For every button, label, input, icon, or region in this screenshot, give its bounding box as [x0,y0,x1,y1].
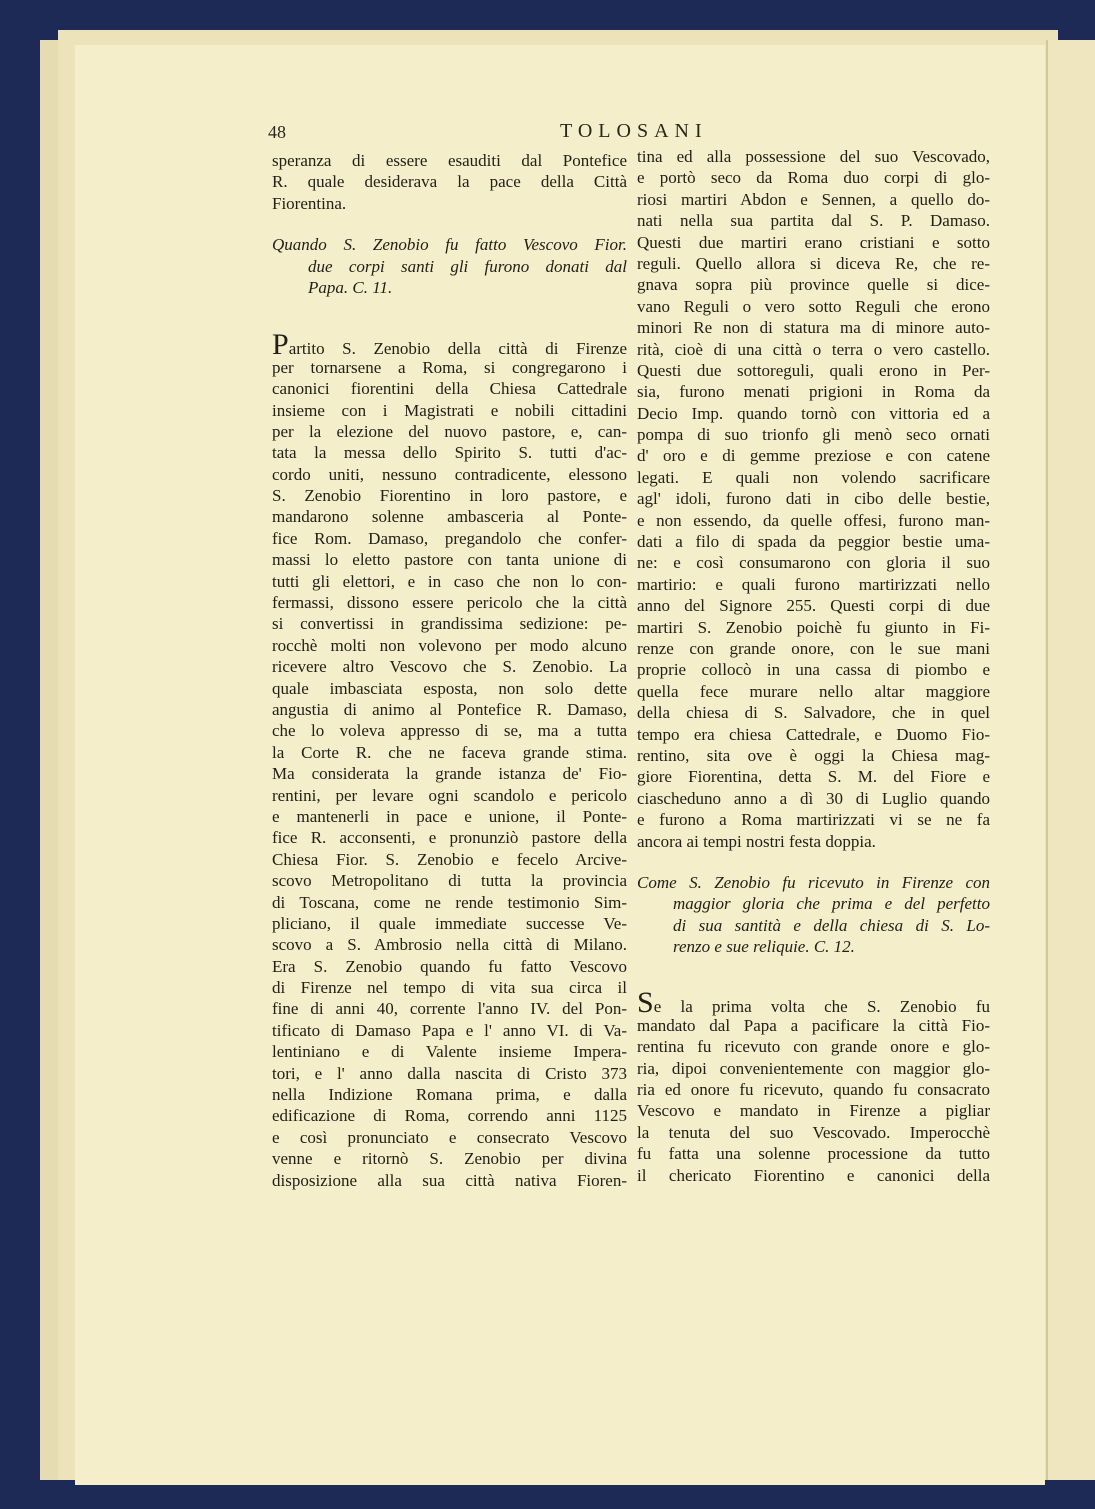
text-line: sia, furono menati prigioni in Roma da [637,382,990,402]
text-line: si convertissi in grandissima sedizione: pe- [272,614,627,634]
text-line: e non essendo, da quelle offesi, furono man- [637,510,990,530]
text-line: nella Indizione Romana prima, e dalla [272,1085,627,1105]
chapter-heading [272,234,627,298]
text-line: fine di anni 40, corrente l'anno IV. del Pon- [272,999,627,1019]
text-line: quale imbasciata esposta, non solo dette [272,678,627,698]
text-line: renzo e sue reliquie. C. 12. [673,937,855,957]
text-line: Questi due martiri erano cristiani e sotto [637,232,990,252]
text-line: mandarono solenne ambasceria al Ponte- [272,507,627,527]
text-line: venne e ritornò S. Zenobio per divina [272,1149,627,1169]
text-line: Fiorentina. [272,193,347,213]
text-line: il chericato Fiorentino e canonici della [637,1165,990,1185]
text-line: fermassi, dissono essere pericolo che la città [272,593,627,613]
chapter-heading [637,872,990,958]
text-line: martirio: e quali furono martirizzati nello [637,574,990,594]
text-line: di sua santità e della chiesa di S. Lo- [673,915,990,935]
text-line: che lo voleva appresso di se, ma a tutta [272,721,627,741]
text-line: di Firenze nel tempo di vita sua circa il [272,978,627,998]
text-line: Come S. Zenobio fu ricevuto in Firenze con [637,872,990,892]
text-line: di Toscana, come ne rende testimonio Sim- [272,892,627,912]
text-line: Questi due sottoreguli, quali erono in Per- [637,360,990,380]
text-line: gnava sopra più province quelle si dice- [637,275,990,295]
text-line: rentino, sita ove è oggi la Chiesa mag- [637,745,990,765]
text-line: ria, dipoi convenientemente con maggior glo- [637,1058,990,1078]
running-title: TOLOSANI [560,120,708,142]
text-line: disposizione alla sua città nativa Fioren- [272,1170,627,1190]
text-line: minori Re non di statura ma di minore auto- [637,318,990,338]
text-line: due corpi santi gli furono donati dal [308,256,627,276]
paragraph [272,150,627,214]
text-line: mandato dal Papa a pacificare la città Fio- [637,1015,990,1035]
text-line: S. Zenobio Fiorentino in loro pastore, e [272,486,627,506]
text-line: tori, e l' anno dalla nascita di Cristo 373 [272,1063,627,1083]
text-line: agl' idoli, furono dati in cibo delle bestie, [637,489,990,509]
text-line: edificazione di Roma, correndo anni 1125 [272,1106,627,1126]
text-line: Era S. Zenobio quando fu fatto Vescovo [272,956,627,976]
text-line: maggior gloria che prima e del perfetto [673,894,990,914]
text-line: ria ed onore fu ricevuto, quando fu consacrato [637,1080,990,1100]
text-line: legati. E quali non volendo sacrificare [637,467,990,487]
text-line: dati a filo di spada da peggior bestie uma- [637,532,990,552]
text-line: fu fatta una solenne processione da tutto [637,1144,990,1164]
paragraph: Partito S. Zenobio della città di Firenze per tornarsene a Roma, si congregarono i canonici fiorentini della Chiesa Cattedrale insieme con i Magistrati e nobili cittadini per la elezione del nuovo pastore, e, can- tata la messa dello Spirito S. tutti d'ac- cordo uniti, nessuno contradicente, elessono S. Zenobio Fiorentino in loro pastore, e mandarono solenne ambasceria al Ponte- fice Rom. Damaso, pregandolo che confer- massi lo eletto pastore con tanta unione di tutti gli elettori, e in caso che non lo con- fermassi, dissono essere pericolo che la città si convertissi in grandissima sedizione: pe- rocchè molti non volevono per modo alcuno ricevere altro Vescovo che S. Zenobio. La quale imbasciata esposta, non solo dette angustia di animo al Pontefice R. Damaso, che lo voleva appresso di se, ma a tutta la Corte R. che ne faceva grande stima. Ma considerata la grande istanza de' Fio- rentini, per levare ogni scandolo e pericolo e mantenerli in pace e unione, il Ponte- fice R. acconsenti, e pronunziò pastore della Chiesa Fior. S. Zenobio e fecelo Arcive- scovo Metropolitano di tutta la provincia di Toscana, come ne rende testimonio Sim- pliciano, il quale immediate successe Ve- scovo a S. Ambrosio nella città di Milano. Era S. Zenobio quando fu fatto Vescovo di Firenze nel tempo di vita sua circa il fine di anni 40, corrente l'anno IV. del Pon- tificato di Damaso Papa e l' anno VI. di Va- lentiniano e di Valente insieme Impera- tori, e l' anno dalla nascita di Cristo 373 nella Indizione Romana prima, e dalla edificazione di Roma, correndo anni 1125 e così pronunciato e consecrato Vescovo venne e ritornò S. Zenobio per divina disposizione alla sua città nativa Fioren- [272,328,627,1190]
text-line: della chiesa di S. Salvadore, che in quel [637,703,990,723]
text-line: pompa di suo trionfo gli menò seco ornati [637,425,990,445]
text-line: tificato di Damaso Papa e l' anno VI. di Va- [272,1020,627,1040]
text-line: Chiesa Fior. S. Zenobio e fecelo Arcive- [272,849,627,869]
text-line: proprie collocò in una cassa di piombo e [637,660,990,680]
text-line: scovo a S. Ambrosio nella città di Milano. [272,935,627,955]
facing-page-edge [1046,40,1095,1480]
text-line: ne: e così consumarono con gloria il suo [637,553,990,573]
text-line: tutti gli elettori, e in caso che non lo con- [272,571,627,591]
text-line: Decio Imp. quando tornò con vittoria ed a [637,403,990,423]
text-line: lentiniano e di Valente insieme Impera- [272,1042,627,1062]
text-line: renze con grande onore, con le sue mani [637,638,990,658]
text-line: giore Fiorentina, detta S. M. del Fiore e [637,767,990,787]
text-line: e mantenerli in pace e unione, il Ponte- [272,806,627,826]
text-line: tina ed alla possessione del suo Vescovado, [637,147,990,166]
left-column [272,150,627,1191]
drop-cap: S [637,986,654,1020]
text-line: rentina fu ricevuto con grande onore e glo- [637,1037,990,1057]
text-line: la Corte R. che ne faceva grande stima. [272,742,627,762]
text-line: Vescovo e mandato in Firenze a pigliar [637,1101,990,1121]
text-line: martiri S. Zenobio poichè fu giunto in Fi- [637,617,990,637]
text-line: rocchè molti non volevono per modo alcuno [272,635,627,655]
text-line: fice R. acconsenti, e pronunziò pastore della [272,828,627,848]
text-line: R. quale desiderava la pace della Città [272,172,627,192]
text-line: d' oro e di gemme preziose e con catene [637,446,990,466]
text-line: ancora ai tempi nostri festa doppia. [637,831,876,851]
text-line: angustia di animo al Pontefice R. Damaso, [272,699,627,719]
text-line: nati nella sua partita dal S. P. Damaso. [637,211,990,231]
text-line: e così pronunciato e consecrato Vescovo [272,1127,627,1147]
text-line: insieme con i Magistrati e nobili cittadini [272,400,627,420]
text-line: riosi martiri Abdon e Sennen, a quello do- [637,189,990,209]
text-line: massi lo eletto pastore con tanta unione di [272,550,627,570]
text-line: e furono a Roma martirizzati vi se ne fa [637,810,990,830]
text-line: rentini, per levare ogni scandolo e pericolo [272,785,627,805]
text-line: tempo era chiesa Cattedrale, e Duomo Fio- [637,724,990,744]
text-line: per la elezione del nuovo pastore, e, can- [272,421,627,441]
text-line: per tornarsene a Roma, si congregarono i [272,357,627,377]
text-line: cordo uniti, nessuno contradicente, elessono [272,464,627,484]
text-line: vano Reguli o vero sotto Reguli che erono [637,296,990,316]
text-line: scovo Metropolitano di tutta la provincia [272,871,627,891]
page-number: 48 [268,122,286,142]
text-line: Papa. C. 11. [308,277,393,297]
text-line: pliciano, il quale immediate successe Ve- [272,913,627,933]
text-line: Quando S. Zenobio fu fatto Vescovo Fior. [272,235,627,255]
text-line: rità, cioè di una città o terra o vero castello. [637,339,990,359]
text-line: anno del Signore 255. Questi corpi di due [637,596,990,616]
text-line: Ma considerata la grande istanza de' Fio- [272,764,627,784]
text-line: e portò seco da Roma duo corpi di glo- [637,168,990,188]
text-line: tata la messa dello Spirito S. tutti d'ac- [272,443,627,463]
paragraph: Se la prima volta che S. Zenobio fu mandato dal Papa a pacificare la città Fio- rentina fu ricevuto con grande onore e glo- ria, dipoi convenientemente con maggior glo- ria ed onore fu ricevuto, quando fu consacrato Vescovo e mandato in Firenze a pigliar la tenuta del suo Vescovado. Imperocchè fu fatta una solenne processione da tutto il chericato Fiorentino e canonici della [637,986,990,1185]
text-line: speranza di essere esauditi dal Pontefice [272,151,627,170]
text-line: ciascheduno anno a dì 30 di Luglio quando [637,788,990,808]
text-line: ricevere altro Vescovo che S. Zenobio. La [272,657,627,677]
text-line: quella fece murare nello altar maggiore [637,681,990,701]
text-line: la tenuta del suo Vescovado. Imperocchè [637,1122,990,1142]
text-line: canonici fiorentini della Chiesa Cattedrale [272,379,627,399]
text-line: reguli. Quello allora si diceva Re, che re- [637,253,990,273]
right-column [637,146,990,1186]
paragraph [637,146,990,852]
drop-cap: P [272,328,289,362]
text-line: fice Rom. Damaso, pregandolo che confer- [272,528,627,548]
